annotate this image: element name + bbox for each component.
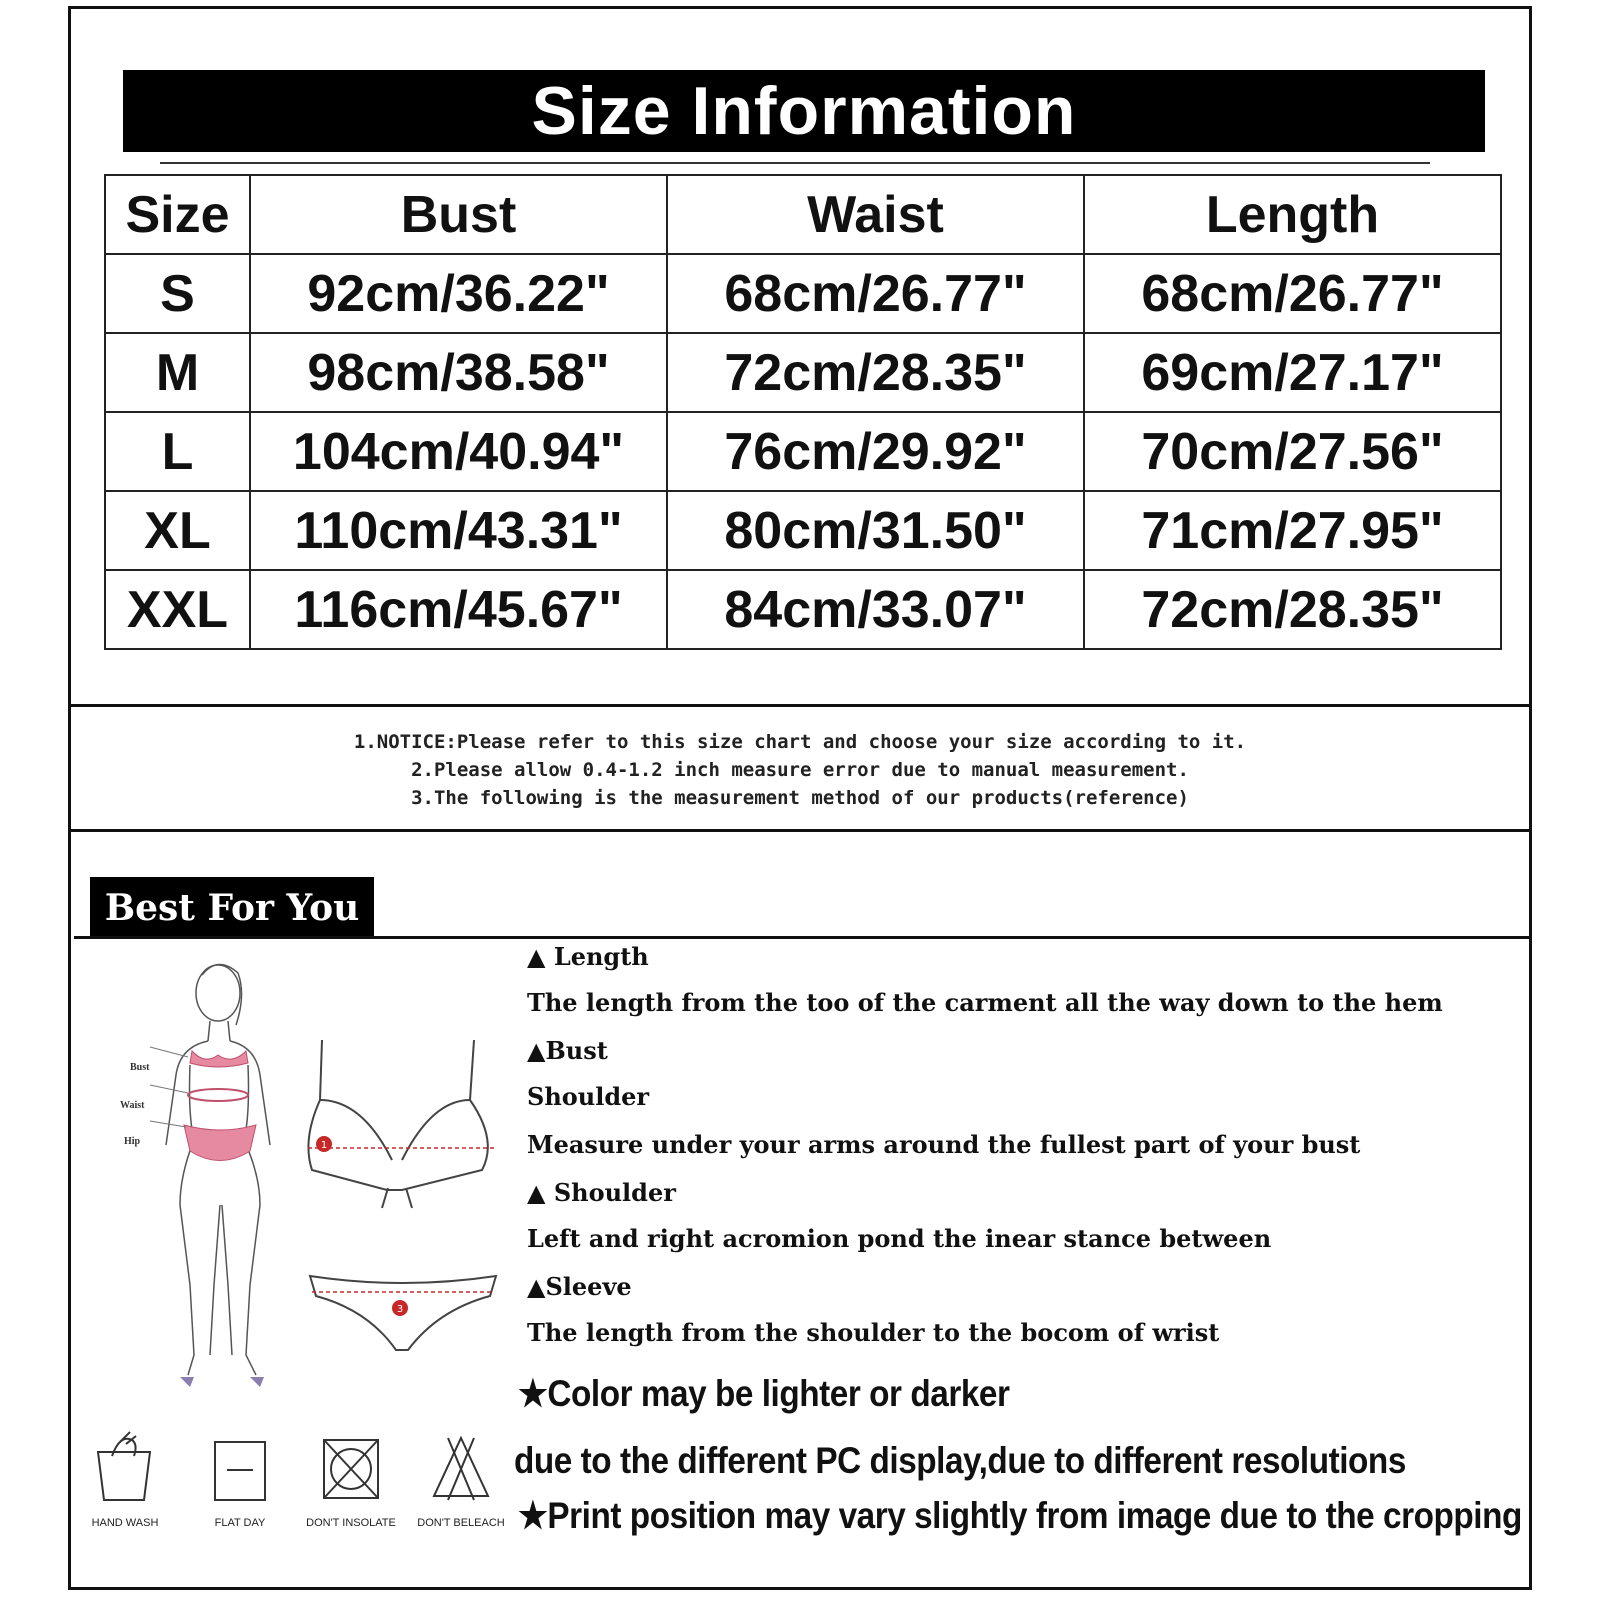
header-bust: Bust: [250, 175, 667, 254]
print-position-note: ★Print position may vary slightly from image due to the cropping: [518, 1495, 1522, 1536]
care-label: HAND WASH: [91, 1517, 159, 1529]
cell-bust: 92cm/36.22": [250, 254, 667, 333]
bust-figure-label: Bust: [130, 1062, 150, 1073]
care-flat-dry: [185, 1430, 295, 1529]
bottoms-diagram: [308, 1270, 498, 1360]
care-label: DON'T BELEACH: [417, 1517, 505, 1529]
cell-bust: 116cm/45.67": [250, 570, 667, 649]
cell-bust: 104cm/40.94": [250, 412, 667, 491]
length-description: The length from the too of the carment all the way down to the hem: [527, 988, 1443, 1017]
marker-3-label: 3: [396, 1304, 404, 1315]
cell-length: 71cm/27.95": [1084, 491, 1501, 570]
display-note: due to the different PC display,due to different resolutions: [514, 1440, 1406, 1481]
title-underline: [160, 162, 1430, 164]
header-length: Length: [1084, 175, 1501, 254]
figure-illustration: [110, 955, 300, 1415]
section-divider-bottom: [68, 829, 1532, 832]
table-row: [105, 491, 1501, 570]
cell-length: 69cm/27.17": [1084, 333, 1501, 412]
cell-waist: 80cm/31.50": [667, 491, 1084, 570]
shoulder-description: Left and right acromion pond the inear stance between: [527, 1224, 1272, 1253]
care-dont-bleach: [406, 1430, 516, 1529]
sleeve-description: The length from the shoulder to the bocom of wrist: [527, 1318, 1220, 1347]
cell-waist: 84cm/33.07": [667, 570, 1084, 649]
care-label: FLAT DAY: [214, 1517, 266, 1529]
shoulder-subtitle: Shoulder: [527, 1082, 650, 1111]
bra-diagram: [302, 1040, 502, 1210]
sleeve-title: ▲Sleeve: [527, 1272, 632, 1301]
page-title: Size Information: [123, 70, 1485, 152]
shoulder-title: ▲ Shoulder: [527, 1178, 676, 1207]
cell-waist: 72cm/28.35": [667, 333, 1084, 412]
cell-length: 72cm/28.35": [1084, 570, 1501, 649]
cell-waist: 68cm/26.77": [667, 254, 1084, 333]
cell-waist: 76cm/29.92": [667, 412, 1084, 491]
hip-figure-label: Hip: [124, 1136, 141, 1147]
header-size: Size: [105, 175, 250, 254]
marker-1-label: 1: [320, 1140, 328, 1151]
cell-size: M: [105, 333, 250, 412]
flat-dry-icon: [205, 1430, 275, 1506]
cell-size: L: [105, 412, 250, 491]
color-note: ★Color may be lighter or darker: [518, 1373, 1010, 1414]
table-header-row: [105, 175, 1501, 254]
care-dont-insolate: [296, 1430, 406, 1529]
cell-size: XL: [105, 491, 250, 570]
care-label: DON'T INSOLATE: [306, 1517, 396, 1529]
table-row: [105, 254, 1501, 333]
table-row: [105, 333, 1501, 412]
cell-bust: 98cm/38.58": [250, 333, 667, 412]
dont-bleach-icon: [426, 1430, 496, 1506]
cell-bust: 110cm/43.31": [250, 491, 667, 570]
table-row: [105, 412, 1501, 491]
length-title: ▲ Length: [527, 942, 649, 971]
cell-size: S: [105, 254, 250, 333]
dont-insolate-icon: [316, 1430, 386, 1506]
header-waist: Waist: [667, 175, 1084, 254]
cell-length: 70cm/27.56": [1084, 412, 1501, 491]
bust-title: ▲Bust: [527, 1036, 608, 1065]
care-hand-wash: [70, 1430, 180, 1529]
best-for-you-heading: Best For You: [90, 877, 374, 939]
table-row: [105, 570, 1501, 649]
cell-size: XXL: [105, 570, 250, 649]
section-divider-top: [68, 704, 1532, 707]
notice-block: [0, 728, 1600, 812]
notice-line: 1.NOTICE:Please refer to this size chart and choose your size according to it.: [353, 731, 1247, 753]
notice-line: 3.The following is the measurement method of our products(reference): [411, 787, 1189, 809]
hand-wash-icon: [90, 1430, 160, 1506]
notice-line: 2.Please allow 0.4-1.2 inch measure error due to manual measurement.: [411, 759, 1189, 781]
waist-figure-label: Waist: [120, 1100, 145, 1111]
best-for-you-rule: [74, 936, 1530, 939]
bust-description: Measure under your arms around the fullest part of your bust: [527, 1130, 1361, 1159]
size-table: [104, 174, 1502, 650]
cell-length: 68cm/26.77": [1084, 254, 1501, 333]
